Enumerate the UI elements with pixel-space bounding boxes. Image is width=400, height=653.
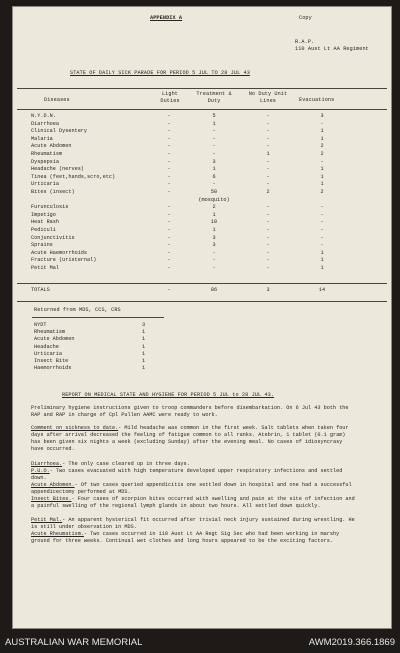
cell-no-duty: -	[266, 211, 270, 218]
cell-evacuations: -	[320, 227, 324, 233]
cell-disease: Conjunctivitis	[31, 234, 75, 241]
cell-no-duty: -	[266, 257, 270, 264]
cell-light-duties: -	[167, 287, 171, 293]
cell-no-duty: -	[266, 242, 270, 249]
cell-evacuations: -	[320, 242, 324, 249]
returned-count: 1	[142, 350, 146, 357]
cell-light-duties: -	[167, 113, 171, 119]
cell-treatment-duty: 1	[212, 211, 216, 218]
cell-evacuations: 3	[320, 113, 324, 119]
table-row	[12, 265, 392, 272]
cell-disease: Headache (nerves)	[31, 166, 84, 173]
paragraph-text: - An apparent hysterical fit occurred after trivial neck injury sustained during wrestling. He is still under observation in MDS.	[31, 517, 355, 530]
table-row	[12, 250, 392, 257]
returned-count: 3	[142, 322, 146, 328]
report-title: REPORT ON MEDICAL STATE AND HYGIENE FOR PERIOD 5 JUL to 28 JUL 43.	[62, 392, 275, 398]
cell-treatment-duty: -	[212, 143, 216, 150]
report-paragraph	[31, 461, 357, 468]
returned-rule	[32, 317, 164, 318]
cell-treatment-duty: -	[212, 128, 216, 135]
returned-disease: Rheumatism	[34, 329, 66, 336]
report-paragraph	[31, 496, 357, 510]
table-row	[12, 212, 392, 219]
cell-evacuations: -	[320, 219, 324, 226]
cell-light-duties: -	[167, 242, 171, 249]
cell-no-duty: -	[266, 219, 270, 226]
paragraph-heading: Acute Rheumatism.	[31, 531, 84, 537]
cell-light-duties: -	[167, 211, 171, 218]
table-row	[12, 128, 392, 135]
table-row	[12, 219, 392, 226]
unit-line-2: 110 Aust Lt AA Regiment	[295, 46, 369, 52]
totals-rule	[17, 283, 387, 284]
appendix-label: APPENDIX A	[150, 15, 183, 21]
cell-disease: Tinea (feet,hands,scro,etc)	[31, 173, 116, 180]
cell-evacuations: 1	[320, 181, 324, 188]
cell-light-duties: -	[167, 181, 171, 188]
list-item	[12, 329, 392, 336]
cell-evacuations: 2	[320, 143, 324, 150]
cell-evacuations: 2	[320, 189, 324, 195]
cell-treatment-duty: 6	[212, 173, 216, 180]
cell-light-duties: -	[167, 166, 171, 173]
paragraph-text: Preliminary hygiene instructions given to troop commanders before disembarkation. On 6 Jul 43 both the RAP and RAP in charge of Cpl Pullen AAMC were ready to work.	[31, 405, 349, 418]
cell-treatment-duty: -	[212, 151, 216, 157]
cell-light-duties: -	[167, 151, 171, 157]
returned-count: 1	[142, 329, 146, 336]
cell-disease: Heat Rash	[31, 219, 60, 226]
paragraph-heading: P.U.O.	[31, 468, 50, 474]
cell-treatment-duty: 1	[212, 227, 216, 233]
cell-evacuations: -	[320, 211, 324, 218]
table-row	[12, 159, 392, 166]
cell-treatment-duty: 3	[212, 242, 216, 249]
cell-treatment-duty: 1	[212, 120, 216, 127]
returned-count: 1	[142, 358, 146, 364]
list-item	[12, 344, 392, 351]
cell-evacuations: 1	[320, 249, 324, 256]
paragraph-text: - Two cases evacuated with high temperature developed upper respiratory infections and settled down.	[31, 468, 343, 481]
cell-light-duties: -	[167, 158, 171, 165]
cell-evacuations: 1	[320, 257, 324, 264]
cell-no-duty: -	[266, 249, 270, 256]
paragraph-heading: Diarrhoea.	[31, 461, 63, 467]
cell-disease: Rheumatism	[31, 151, 63, 157]
cell-light-duties: -	[167, 120, 171, 127]
cell-evacuations: 2	[320, 151, 324, 157]
table-row	[12, 121, 392, 128]
cell-evacuations: 14	[318, 287, 326, 293]
document-page	[12, 6, 392, 629]
paragraph-text: - Mild headache was common in the first week. Salt tablets when taken four days after arrival decreased the feeling of fatigue common to all ranks. Atebrin, 1 tablet (0.1 gram) has been given six nights a week (excluding Sunday) after the evening meal. No cases of idiosyncrasy have occurred.	[31, 425, 349, 452]
cell-light-duties: -	[167, 204, 171, 211]
cell-treatment-duty: 50	[210, 189, 218, 195]
cell-treatment-duty: 10	[210, 219, 218, 226]
returned-count: 1	[142, 343, 146, 350]
cell-treatment-duty: (mosquito)	[198, 196, 230, 203]
table-row	[12, 242, 392, 249]
cell-evacuations: -	[320, 234, 324, 241]
cell-light-duties: -	[167, 219, 171, 226]
cell-light-duties: -	[167, 189, 171, 195]
footer-left-text: AUSTRALIAN WAR MEMORIAL	[5, 637, 143, 648]
cell-no-duty: 2	[266, 189, 270, 195]
cell-no-duty: -	[266, 204, 270, 211]
cell-treatment-duty: 3	[212, 234, 216, 241]
cell-treatment-duty: 3	[212, 158, 216, 165]
cell-no-duty: -	[266, 120, 270, 127]
cell-disease: Malaria	[31, 135, 53, 142]
cell-no-duty: -	[266, 234, 270, 241]
cell-disease: Petit Mal	[31, 265, 60, 271]
cell-treatment-duty: -	[212, 135, 216, 142]
cell-disease: Urticaria	[31, 181, 60, 188]
cell-no-duty: -	[266, 135, 270, 142]
table-row	[12, 136, 392, 143]
table-row	[12, 204, 392, 211]
cell-light-duties: -	[167, 249, 171, 256]
returned-count: 1	[142, 336, 146, 343]
table-row	[12, 151, 392, 158]
cell-disease: Pediculi	[31, 227, 56, 233]
returned-disease: Haemorrhoids	[34, 365, 72, 372]
cell-evacuations: -	[320, 158, 324, 165]
footer-bar	[0, 631, 400, 653]
returned-disease: Insect Bite	[34, 358, 69, 364]
cell-no-duty: -	[266, 143, 270, 150]
cell-evacuations: 1	[320, 135, 324, 142]
list-item	[12, 336, 392, 343]
returned-count: 1	[142, 365, 146, 372]
cell-disease: TOTALS	[31, 287, 50, 293]
cell-light-duties: -	[167, 257, 171, 264]
cell-treatment-duty: 86	[210, 287, 218, 293]
cell-light-duties: -	[167, 173, 171, 180]
table-bottom-rule	[17, 301, 387, 302]
returned-title: Returned from MDS, CCS, CRS	[34, 307, 121, 313]
cell-light-duties: -	[167, 227, 171, 233]
paragraph-heading: Petit Mal.	[31, 517, 63, 523]
cell-disease: Dyspepsia	[31, 158, 60, 165]
table-row	[12, 257, 392, 264]
cell-disease: Diarrhoea	[31, 120, 60, 127]
cell-no-duty: -	[266, 166, 270, 173]
report-paragraph	[31, 468, 357, 482]
cell-no-duty: 3	[266, 287, 270, 293]
table-header-rule	[17, 109, 387, 110]
cell-no-duty: -	[266, 265, 270, 271]
report-paragraph	[31, 425, 357, 453]
footer-right-text: AWM2019.366.1869	[308, 637, 395, 648]
returned-disease: Urticaria	[34, 350, 63, 357]
cell-no-duty: -	[266, 113, 270, 119]
report-paragraph	[31, 405, 357, 419]
report-paragraph	[31, 517, 357, 531]
table-row	[12, 197, 392, 204]
table-totals-row	[12, 287, 392, 294]
paragraph-text: - Two cases occurred in 110 Aust Lt AA Regt Sig Sec who had been working in marshy ground for three weeks. Continual wet clothes and long hours appeared to be the exciting factors.	[31, 531, 340, 544]
cell-no-duty: 1	[266, 151, 270, 157]
paragraph-text: - The only case cleared up in three days.	[62, 461, 190, 467]
cell-light-duties: -	[167, 265, 171, 271]
cell-disease: Sprains	[31, 242, 53, 249]
cell-evacuations: 1	[320, 265, 324, 271]
cell-disease: Bites (insect)	[31, 189, 75, 195]
paragraph-text: - Of two cases queried appendicitis one settled down in hospital and one had a successful appendicectomy performed at MDS.	[31, 482, 352, 495]
cell-evacuations: 1	[320, 173, 324, 180]
copy-label: Copy	[299, 15, 312, 21]
col-header-evacuations: Evacuations	[299, 97, 335, 103]
cell-evacuations: 1	[320, 166, 324, 173]
table-title: STATE OF DAILY SICK PARADE FOR PERIOD 5 JUL TO 28 JUL 43	[70, 70, 250, 76]
cell-no-duty: -	[266, 128, 270, 135]
cell-disease: Clinical Dysentery	[31, 128, 88, 135]
cell-treatment-duty: 2	[212, 204, 216, 211]
cell-treatment-duty: -	[212, 181, 216, 188]
cell-treatment-duty: 5	[212, 113, 216, 119]
cell-disease: Acute Abdomen	[31, 143, 72, 150]
cell-disease: N.Y.D.N.	[31, 113, 56, 119]
list-item	[12, 365, 392, 372]
table-row	[12, 189, 392, 196]
table-row	[12, 174, 392, 181]
cell-no-duty: -	[266, 227, 270, 233]
cell-light-duties: -	[167, 234, 171, 241]
cell-disease: Acute Haemorrhoids	[31, 249, 88, 256]
paragraph-text: - Four cases of scorpion bites occurred with swelling and pain at the site of infection and a painful swelling of the regional lymph glands in about two hours. All settled down quickly.	[31, 496, 355, 509]
cell-light-duties: -	[167, 128, 171, 135]
report-paragraph	[31, 482, 357, 496]
cell-treatment-duty: -	[212, 257, 216, 264]
cell-no-duty: -	[266, 173, 270, 180]
table-top-rule	[17, 88, 387, 89]
list-item	[12, 351, 392, 358]
cell-light-duties: -	[167, 143, 171, 150]
cell-evacuations: -	[320, 204, 324, 211]
list-item	[12, 358, 392, 365]
returned-disease: Acute Abdomen	[34, 336, 75, 343]
cell-evacuations: 1	[320, 128, 324, 135]
returned-disease: Headache	[34, 343, 59, 350]
cell-no-duty: -	[266, 181, 270, 188]
cell-light-duties: -	[167, 135, 171, 142]
table-row	[12, 113, 392, 120]
col-header-no-duty: No Duty Unit Lines	[248, 91, 288, 104]
cell-disease: Furunculosis	[31, 204, 69, 211]
cell-disease: Fracture (uristernal)	[31, 257, 97, 264]
table-row	[12, 181, 392, 188]
paragraph-heading: Insect Bites.	[31, 496, 72, 502]
col-header-treatment-duty: Treatment & Duty	[196, 91, 232, 104]
cell-treatment-duty: 1	[212, 166, 216, 173]
table-row	[12, 227, 392, 234]
cell-no-duty: -	[266, 158, 270, 165]
list-item	[12, 322, 392, 329]
cell-evacuations: -	[320, 120, 324, 127]
unit-line-1: R.A.P.	[295, 39, 315, 45]
cell-treatment-duty: -	[212, 265, 216, 271]
returned-disease: NYDT	[34, 322, 47, 328]
col-header-diseases: Diseases	[44, 97, 70, 103]
paragraph-heading: Acute Abdomen.	[31, 482, 75, 488]
table-row	[12, 235, 392, 242]
table-row	[12, 166, 392, 173]
cell-treatment-duty: -	[212, 249, 216, 256]
col-header-light-duties: Light Duties	[160, 91, 180, 104]
report-paragraph	[31, 531, 357, 545]
paragraph-heading: Comment on sickness to date.	[31, 425, 119, 431]
cell-disease: Impetigo	[31, 211, 56, 218]
table-row	[12, 143, 392, 150]
